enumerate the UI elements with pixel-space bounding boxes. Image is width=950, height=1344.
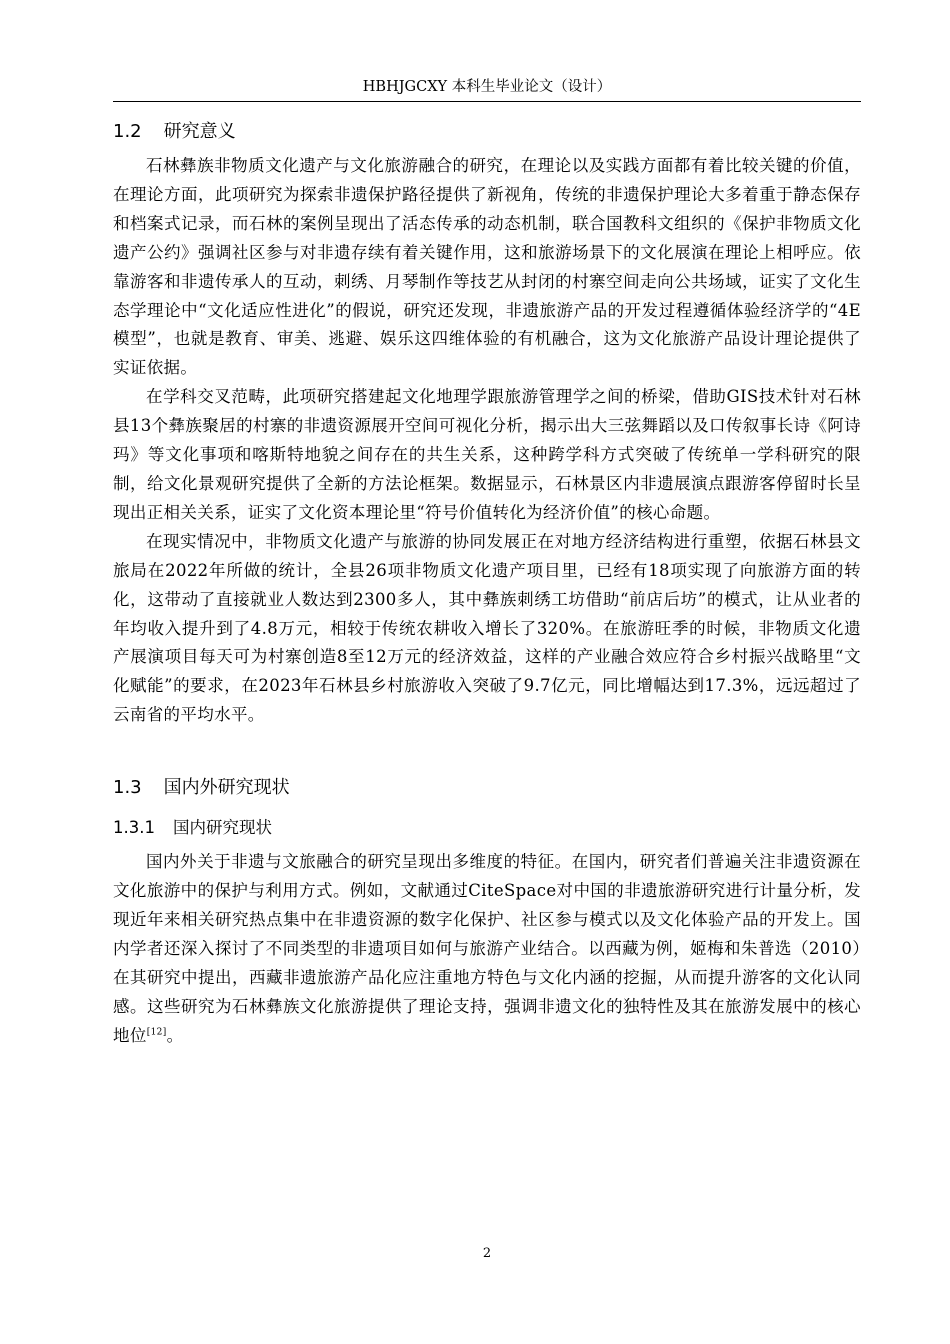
section-heading-1-3: [113, 768, 861, 808]
section-number: 1.2: [113, 121, 142, 142]
section-title: 研究意义: [163, 121, 236, 142]
page-number: 2: [482, 1246, 492, 1261]
paragraph-significance-practice: 在现实情况中，非物质文化遗产与旅游的协同发展正在对地方经济结构进行重塑，依据石林县文旅局在2022年所做的统计，全县26项非物质文化遗产项目里，已经有18项实现了向旅游方面的转化，这带动了直接就业人数达到2300多人，其中彝族刺绣工坊借助“前店后坊”的模式，让从业者的年均收入提升到了4.8万元，相较于传统农耕收入增长了320%。在旅游旺季的时候，非物质文化遗产展演项目每天可为村寨创造8至12万元的经济效益，这样的产业融合效应符合乡村振兴战略里“文化赋能”的要求，在2023年石林县乡村旅游收入突破了9.7亿元，同比增幅达到17.3%，远远超过了云南省的平均水平。: [113, 531, 861, 725]
paragraph-text: 国内外关于非遗与文旅融合的研究呈现出多维度的特征。在国内，研究者们普遍关注非遗资源在文化旅游中的保护与利用方式。例如，文献通过CiteSpace对中国的非遗旅游研究进行计量分析，发现近年来相关研究热点集中在非遗资源的数字化保护、社区参与模式以及文化体验产品的开发上。国内学者还深入探讨了不同类型的非遗项目如何与旅游产业结合。以西藏为例，姬梅和朱普选（2010）在其研究中提出，西藏非遗旅游产品化应注重地方特色与文化内涵的挖掘，从而提升游客的文化认同感。这些研究为石林彝族文化旅游提供了理论支持，强调非遗文化的独特性及其在旅游发展中的核心地位: [113, 852, 861, 1045]
paragraph-significance-theory: 石林彝族非物质文化遗产与文化旅游融合的研究，在理论以及实践方面都有着比较关键的价值，在理论方面，此项研究为探索非遗保护路径提供了新视角，传统的非遗保护理论大多着重于静态保存和档案式记录，而石林的案例呈现出了活态传承的动态机制，联合国教科文组织的《保护非物质文化遗产公约》强调社区参与对非遗存续有着关键作用，这和旅游场景下的文化展演在理论上相呼应。依靠游客和非遗传承人的互动，刺绣、月琴制作等技艺从封闭的村寨空间走向公共场域，证实了文化生态学理论中“文化适应性进化”的假说，研究还发现，非遗旅游产品的开发过程遵循体验经济学的“4E模型”，也就是教育、审美、逃避、娱乐这四维体验的有机融合，这为文化旅游产品设计理论提供了实证依据。: [113, 156, 861, 378]
paragraph-significance-interdisciplinary: 在学科交叉范畴，此项研究搭建起文化地理学跟旅游管理学之间的桥梁，借助GIS技术针对石林县13个彝族聚居的村寨的非遗资源展开空间可视化分析，揭示出大三弦舞蹈以及口传叙事长诗《阿诗玛》等文化事项和喀斯特地貌之间存在的共生关系，这种跨学科方式突破了传统单一学科研究的限制，给文化景观研究提供了全新的方法论框架。数据显示，石林景区内非遗展演点跟游客停留时长呈现出正相关关系，证实了文化资本理论里“符号价值转化为经济价值”的核心命题。: [113, 387, 861, 522]
section-title: 国内外研究现状: [163, 777, 290, 799]
running-header: HBHJGCXY 本科生毕业论文（设计）: [362, 79, 612, 95]
citation-ref[interactable]: [12]: [146, 1027, 167, 1038]
section-number: 1.3: [113, 777, 142, 799]
section-heading-1-2: [113, 112, 861, 152]
paragraph-domestic-research: [113, 848, 861, 1050]
subsection-title: 国内研究现状: [172, 818, 272, 838]
subsection-number: 1.3.1: [113, 818, 155, 838]
section-spacer: [113, 730, 861, 768]
page-body: [113, 112, 861, 1050]
end-punctuation: 。: [166, 1025, 184, 1045]
header-rule: [113, 101, 861, 102]
subsection-heading-1-3-1: [113, 808, 861, 848]
